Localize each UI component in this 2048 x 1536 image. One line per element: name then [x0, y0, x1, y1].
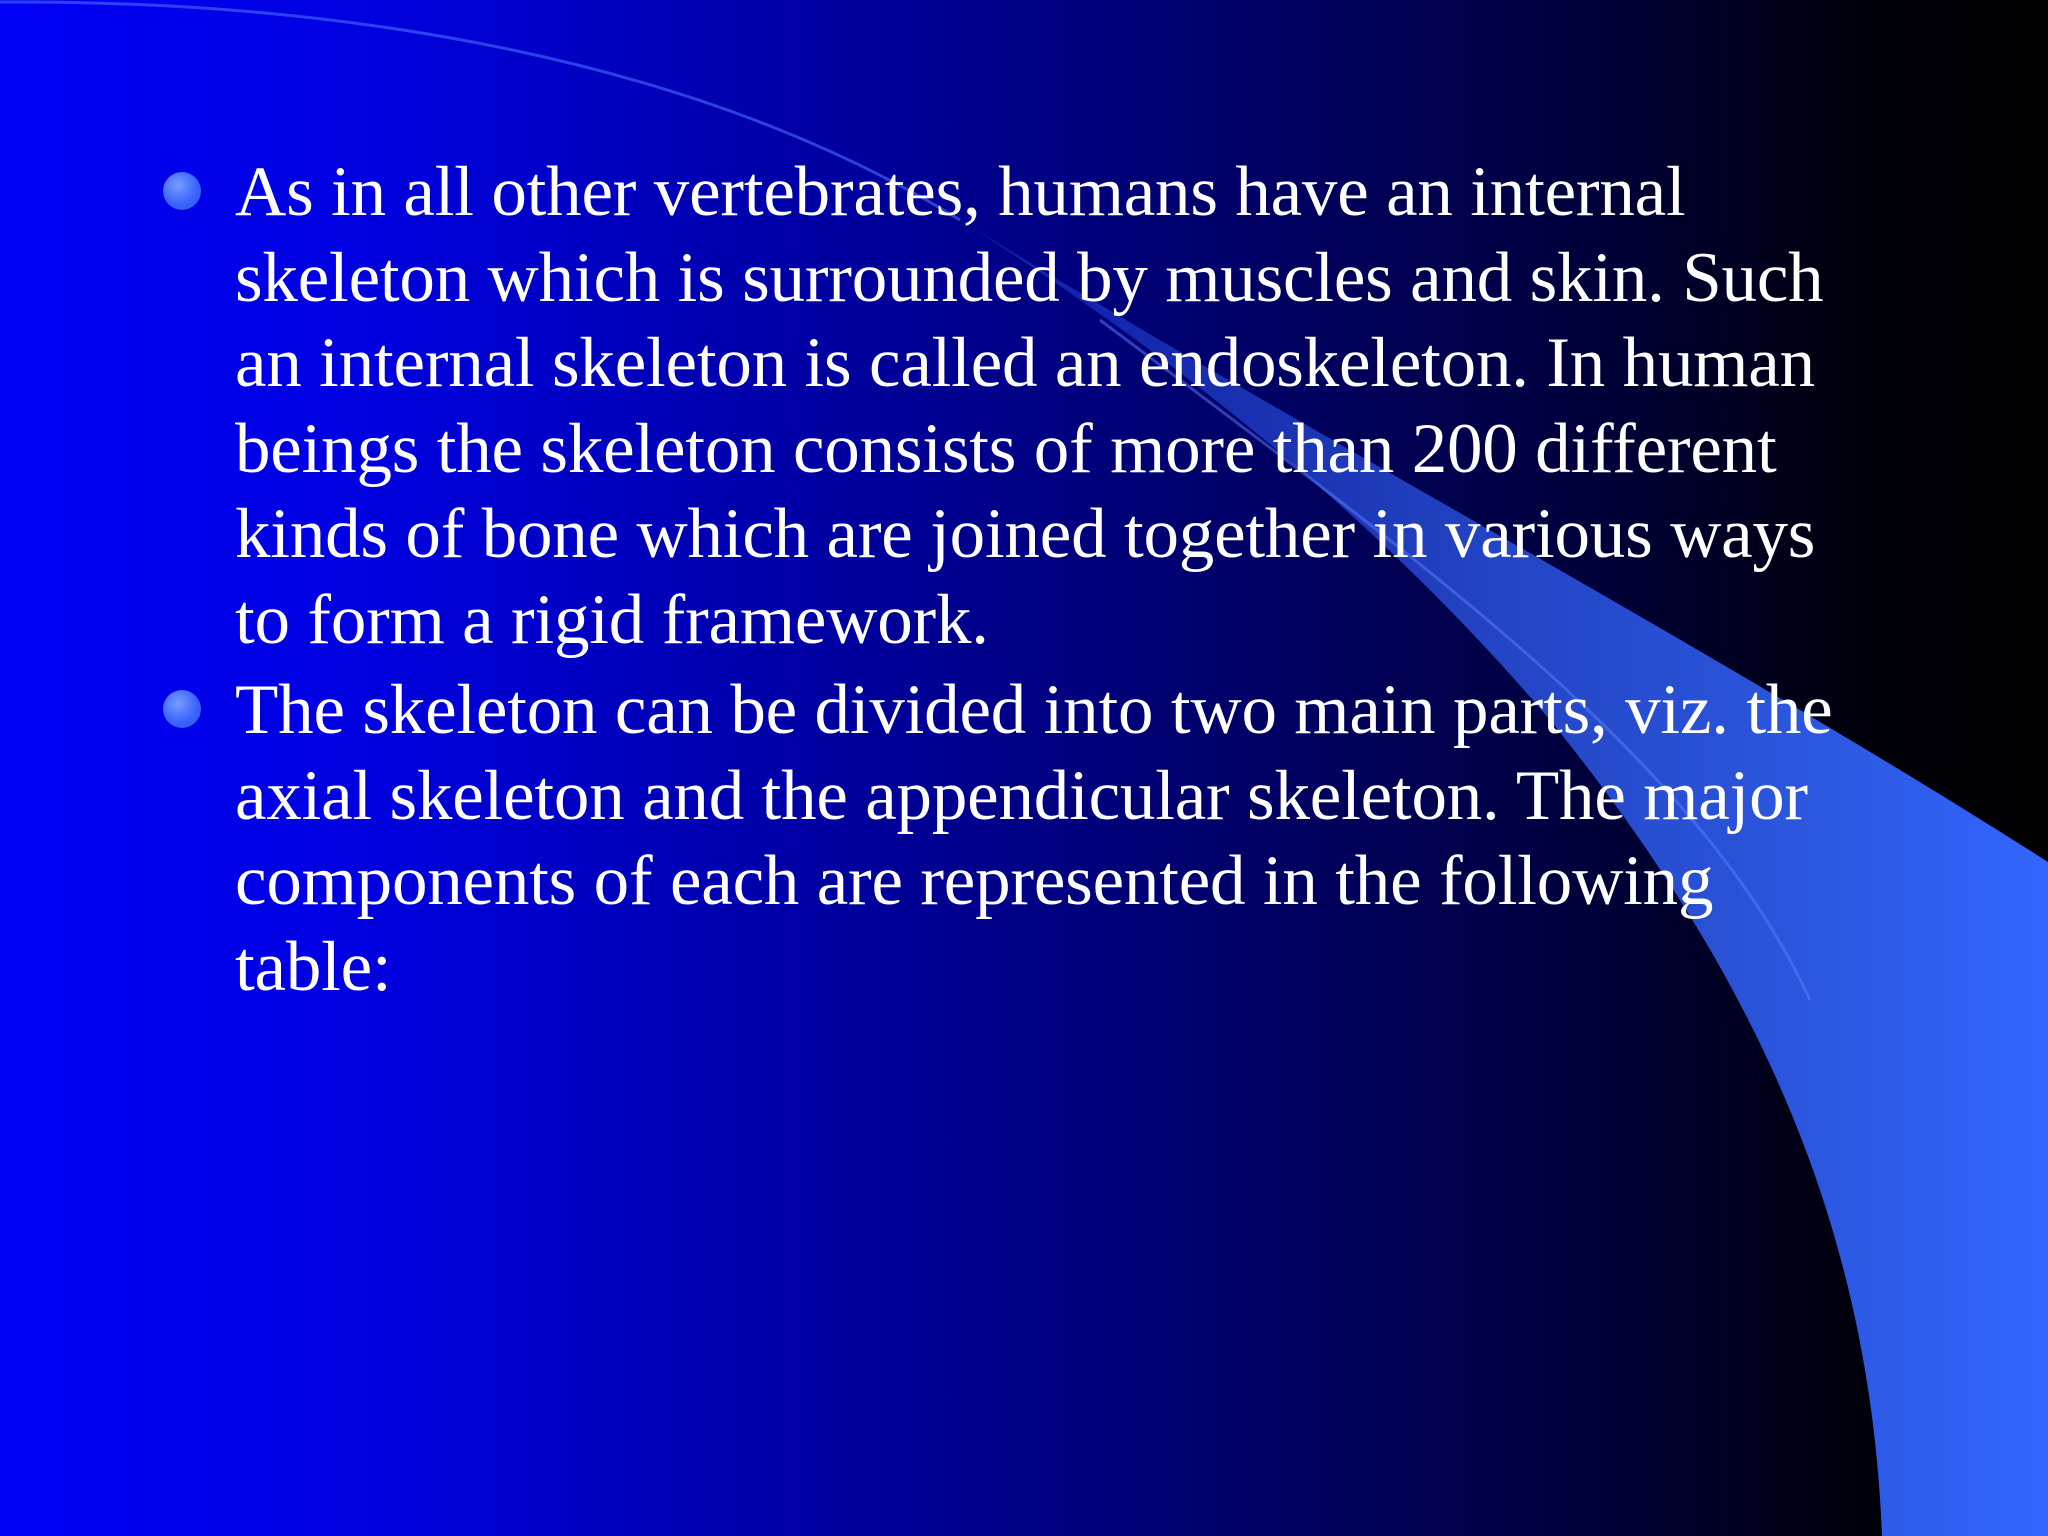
bullet-text: The skeleton can be divided into two main parts, viz. the axial skeleton and the appendicular skeleton. The major components of each are represented in the following table: — [235, 671, 1833, 1006]
list-item — [160, 150, 1860, 663]
bullet-icon — [163, 172, 201, 210]
bullet-text: As in all other vertebrates, humans have an internal skeleton which is surrounded by muscles and skin. Such an internal skeleton is called an endoskeleton. In human beings the skeleton consists of more than 200 different kinds of bone which are joined together in various ways to form a rigid framework. — [235, 153, 1824, 659]
bullet-list — [160, 150, 1860, 1015]
list-item — [160, 668, 1860, 1010]
bullet-icon — [163, 690, 201, 728]
